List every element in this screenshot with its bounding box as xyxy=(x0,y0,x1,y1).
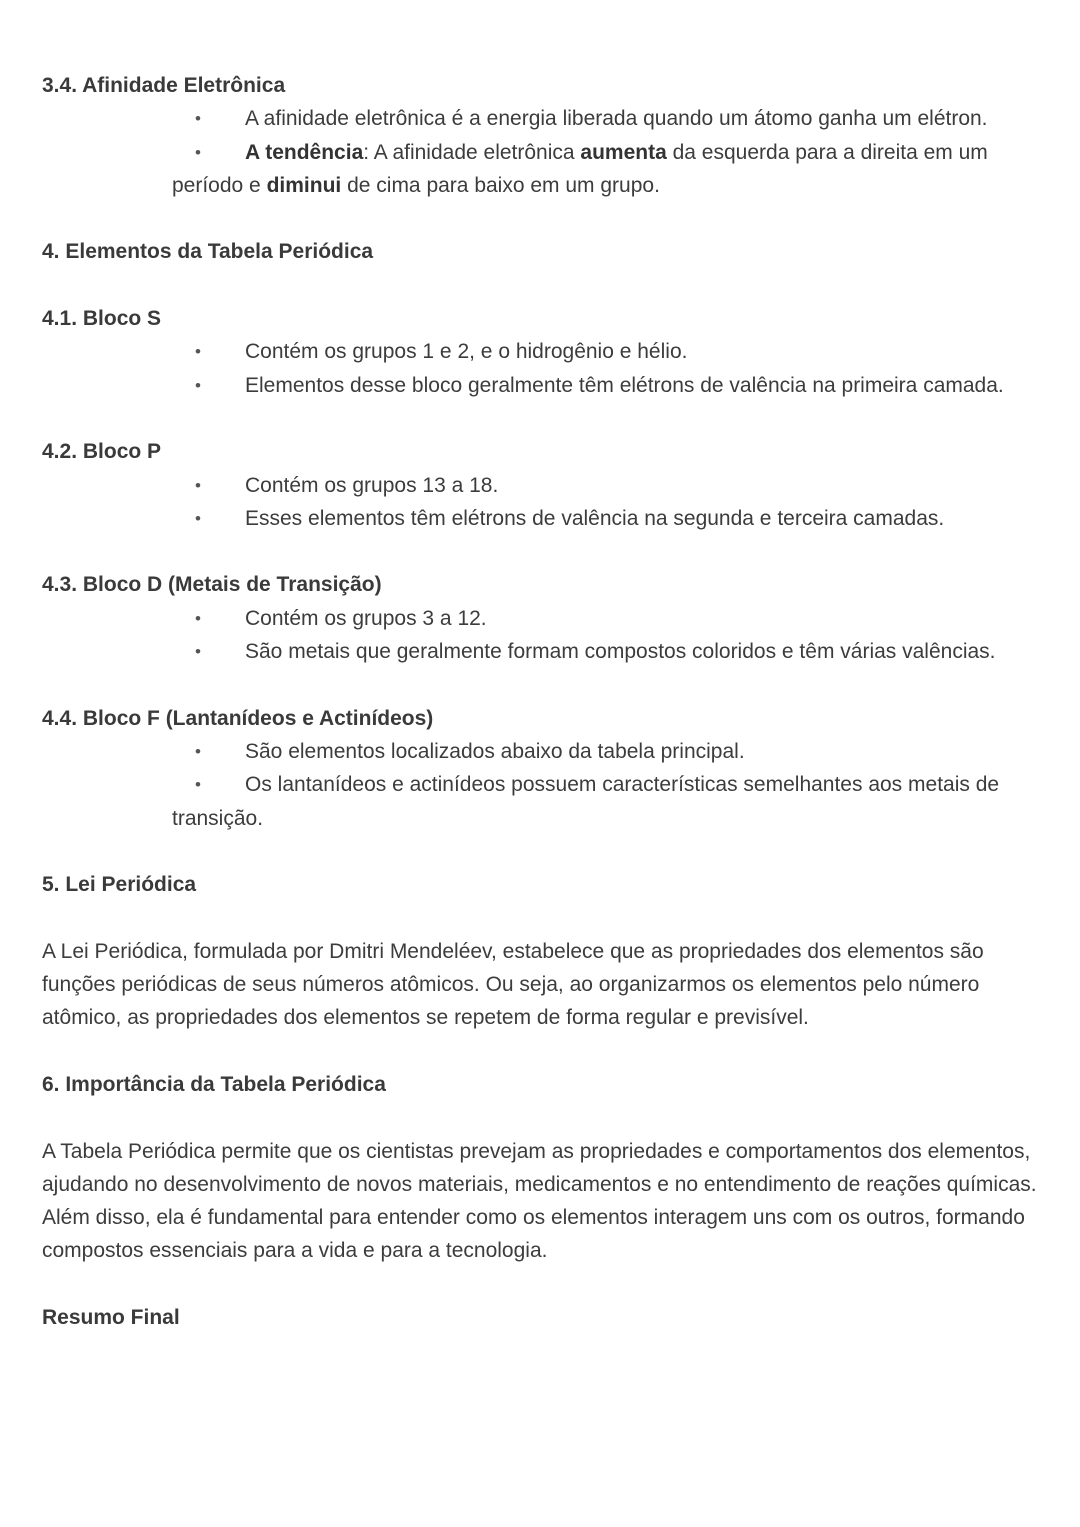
list-item-text: São metais que geralmente formam compostos coloridos e têm várias valências. xyxy=(245,640,996,664)
heading-elementos-tabela: 4. Elementos da Tabela Periódica xyxy=(42,240,374,264)
list-item xyxy=(42,602,1038,635)
list-item-text: Os lantanídeos e actinídeos possuem características semelhantes aos metais de transição. xyxy=(172,773,1000,830)
list-item xyxy=(42,768,1038,835)
list-item-text: de cima para baixo em um grupo. xyxy=(341,173,660,197)
bullet-icon: • xyxy=(195,775,201,795)
heading-bloco-d: 4.3. Bloco D (Metais de Transição) xyxy=(42,573,382,597)
heading-bloco-p: 4.2. Bloco P xyxy=(42,440,162,464)
list-item-text: São elementos localizados abaixo da tabela principal. xyxy=(245,739,745,763)
list-item xyxy=(42,469,1038,502)
heading-bloco-f: 4.4. Bloco F (Lantanídeos e Actinídeos) xyxy=(42,706,434,730)
bullet-icon: • xyxy=(195,475,201,495)
paragraph-lei-periodica: A Lei Periódica, formulada por Dmitri Mendeléev, estabelece que as propriedades dos elementos são funções periódicas de seus números atômicos. Ou seja, ao organizarmos os elementos pelo número atômico, as propriedades dos elementos se repetem de forma regular e previsível. xyxy=(42,939,984,1030)
heading-afinidade-eletronica: 3.4. Afinidade Eletrônica xyxy=(42,74,286,97)
list-item xyxy=(42,102,1038,135)
bullet-icon: • xyxy=(195,642,201,662)
list-item xyxy=(42,136,1038,203)
bullet-icon: • xyxy=(195,142,201,162)
list-item xyxy=(42,635,1038,668)
bold-term: A tendência xyxy=(245,140,364,164)
bullet-icon: • xyxy=(195,741,201,761)
list-item-text: Contém os grupos 3 a 12. xyxy=(245,606,487,630)
bullet-icon: • xyxy=(195,508,201,528)
paragraph-importancia: A Tabela Periódica permite que os cientistas prevejam as propriedades e comportamentos dos elementos, ajudando no desenvolvimento de novos materiais, medicamentos e no entendimento de reações químicas. Além disso, ela é fundamental para entender como os elementos interagem uns com os outros, formando compostos essenciais para a vida e para a tecnologia. xyxy=(42,1139,1037,1263)
heading-bloco-s: 4.1. Bloco S xyxy=(42,307,162,331)
list-item-text: A afinidade eletrônica é a energia liberada quando um átomo ganha um elétron. xyxy=(245,107,988,131)
heading-lei-periodica: 5. Lei Periódica xyxy=(42,873,197,897)
bold-term: aumenta xyxy=(580,140,667,164)
list-item-text: Esses elementos têm elétrons de valência na segunda e terceira camadas. xyxy=(245,506,945,530)
list-item-text: : A afinidade eletrônica xyxy=(363,140,581,164)
list-item xyxy=(42,335,1038,368)
bold-term: diminui xyxy=(266,173,342,197)
heading-importancia: 6. Importância da Tabela Periódica xyxy=(42,1072,386,1096)
list-item-text: da esquerda para a direita em um período e xyxy=(172,140,988,197)
heading-resumo-final: Resumo Final xyxy=(42,1305,180,1329)
bullet-icon: • xyxy=(195,109,201,129)
list-item-text: Elementos desse bloco geralmente têm elétrons de valência na primeira camada. xyxy=(245,373,1004,397)
bullet-icon: • xyxy=(195,608,201,628)
bullet-icon: • xyxy=(195,375,201,395)
list-item xyxy=(42,735,1038,768)
list-item xyxy=(42,502,1038,535)
list-item xyxy=(42,369,1038,402)
bullet-icon: • xyxy=(195,342,201,362)
list-item-text: Contém os grupos 13 a 18. xyxy=(245,473,499,497)
list-item-text: Contém os grupos 1 e 2, e o hidrogênio e hélio. xyxy=(245,340,688,364)
